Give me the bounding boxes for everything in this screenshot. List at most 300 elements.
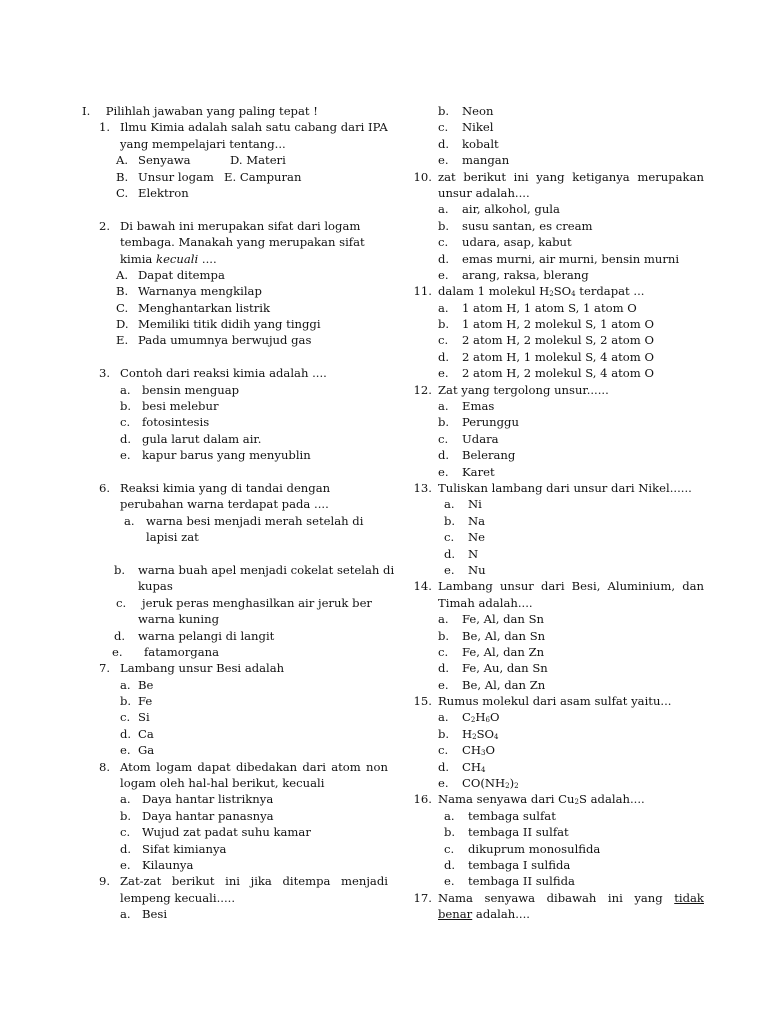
option-row bbox=[88, 693, 388, 709]
option-letter: d. bbox=[114, 628, 126, 643]
question-17 bbox=[412, 890, 704, 906]
option-letter: e. bbox=[444, 562, 455, 577]
option-letter: D. bbox=[116, 317, 129, 332]
word: dari bbox=[540, 579, 565, 594]
option-text: Senyawa bbox=[138, 153, 191, 168]
option-letter: c. bbox=[438, 235, 449, 250]
question-text: yang mempelajari tentang... bbox=[120, 136, 286, 151]
option-row bbox=[88, 595, 388, 611]
section-roman: I. bbox=[82, 104, 91, 118]
word: dibedakan bbox=[235, 759, 298, 774]
option-letter: E. bbox=[116, 333, 129, 348]
option-letter: A. bbox=[116, 153, 129, 168]
text-fragment: dalam 1 molekul H bbox=[438, 284, 550, 299]
question-text: Zat yang tergolong unsur...... bbox=[438, 382, 609, 397]
option-row bbox=[412, 529, 704, 545]
word: dibawah bbox=[546, 890, 597, 905]
option-text: Kilaunya bbox=[142, 857, 194, 872]
option-row bbox=[412, 414, 704, 430]
formula-part: ) bbox=[509, 776, 515, 791]
option-text: Unsur logam bbox=[138, 169, 214, 184]
option-row bbox=[412, 398, 704, 414]
formula-part: H bbox=[475, 710, 486, 725]
question-text: Di bawah ini merupakan sifat dari logam bbox=[120, 218, 361, 233]
question-text: Timah adalah.... bbox=[438, 595, 533, 610]
question-text bbox=[438, 890, 704, 906]
option-letter: C. bbox=[116, 185, 129, 200]
option-row bbox=[412, 103, 704, 119]
word: zat bbox=[438, 169, 456, 184]
subscript: 2 bbox=[549, 290, 554, 299]
option-row bbox=[88, 562, 395, 578]
option-text: bensin menguap bbox=[142, 382, 240, 397]
option-letter: e. bbox=[438, 464, 449, 479]
option-row bbox=[412, 464, 704, 480]
option-row bbox=[412, 660, 704, 676]
option-letter: d. bbox=[444, 546, 456, 561]
option-row bbox=[412, 824, 704, 840]
option-text: tembaga I sulfida bbox=[468, 857, 571, 872]
text-fragment: Nama senyawa dari Cu bbox=[438, 792, 575, 807]
option-text: Wujud zat padat suhu kamar bbox=[142, 825, 311, 840]
option-letter: c. bbox=[120, 710, 131, 725]
option-letter: d. bbox=[438, 661, 450, 676]
question-text: perubahan warna terdapat pada .... bbox=[120, 497, 329, 512]
option-row bbox=[88, 267, 388, 283]
question-number: 2. bbox=[98, 218, 110, 233]
option-letter: e. bbox=[438, 366, 449, 381]
option-text: Ca bbox=[138, 726, 154, 741]
option-text: Nu bbox=[468, 562, 486, 577]
option-text: warna besi menjadi merah setelah di bbox=[146, 513, 364, 528]
question-text: lempeng kecuali..... bbox=[120, 890, 236, 905]
question-text bbox=[438, 906, 530, 922]
option-text: Na bbox=[468, 513, 486, 528]
option-letter: C. bbox=[116, 300, 129, 315]
question-1 bbox=[88, 119, 388, 135]
question-number: 6. bbox=[98, 480, 110, 495]
option-text: Emas bbox=[462, 399, 495, 414]
word: Aluminium, bbox=[607, 579, 676, 594]
option-text: fatamorgana bbox=[144, 644, 220, 659]
question-number: 8. bbox=[98, 759, 110, 774]
option-row bbox=[412, 546, 704, 562]
subscript: 6 bbox=[485, 716, 490, 725]
option-text: 1 atom H, 1 atom S, 1 atom O bbox=[462, 300, 637, 315]
formula-part: O bbox=[485, 743, 495, 758]
text-fragment: S adalah.... bbox=[578, 792, 645, 807]
option-text: kupas bbox=[138, 579, 173, 594]
option-row bbox=[88, 726, 388, 742]
option-letter: e. bbox=[112, 644, 123, 659]
word: unsur bbox=[499, 579, 534, 594]
formula-part: CO(NH bbox=[462, 776, 506, 791]
option-letter: c. bbox=[120, 825, 131, 840]
option-row bbox=[412, 201, 704, 217]
option-letter: d. bbox=[438, 759, 450, 774]
option-text: udara, asap, kabut bbox=[462, 235, 572, 250]
formula-part: O bbox=[489, 710, 500, 725]
word: merupakan bbox=[637, 169, 704, 184]
option-text: Fe bbox=[138, 694, 153, 709]
word: Nama bbox=[438, 890, 473, 905]
option-letter: a. bbox=[120, 677, 131, 692]
option-text: gula larut dalam air. bbox=[142, 431, 262, 446]
option-row bbox=[88, 316, 388, 332]
question-text: tembaga. Manakah yang merupakan sifat bbox=[120, 235, 365, 250]
option-text: Fe, Al, dan Sn bbox=[462, 612, 544, 627]
option-text: Fe, Al, dan Zn bbox=[462, 644, 545, 659]
word: dari bbox=[302, 759, 326, 774]
option-row bbox=[412, 709, 704, 725]
option-text: Besi bbox=[142, 907, 168, 922]
word: ditempa bbox=[282, 874, 331, 889]
question-text: unsur adalah.... bbox=[438, 185, 530, 200]
formula-part: H bbox=[462, 726, 473, 741]
option-letter: a. bbox=[438, 399, 449, 414]
word: dan bbox=[682, 579, 704, 594]
option-row bbox=[412, 775, 704, 791]
option-letter: a. bbox=[438, 300, 449, 315]
word: jika bbox=[250, 874, 272, 889]
word: Lambang bbox=[438, 579, 493, 594]
question-text bbox=[120, 251, 217, 267]
option-text: Fe, Au, dan Sn bbox=[462, 661, 548, 676]
formula-part: C bbox=[462, 710, 471, 725]
option-row bbox=[88, 185, 388, 201]
option-row bbox=[412, 218, 704, 234]
option-letter: b. bbox=[120, 694, 132, 709]
question-3 bbox=[88, 365, 388, 381]
option-letter: c. bbox=[116, 595, 127, 610]
word: logam bbox=[156, 759, 193, 774]
question-number: 7. bbox=[98, 661, 110, 676]
question-text bbox=[120, 759, 388, 775]
question-text bbox=[120, 873, 388, 889]
option-letter: e. bbox=[120, 448, 131, 463]
option-letter: b. bbox=[438, 317, 450, 332]
option-text: air, alkohol, gula bbox=[462, 202, 560, 217]
option-text: emas murni, air murni, bensin murni bbox=[462, 251, 680, 266]
option-text: besi melebur bbox=[142, 399, 219, 414]
option-row bbox=[88, 709, 388, 725]
option-text: Ni bbox=[468, 497, 482, 512]
option-text: arang, raksa, blerang bbox=[462, 267, 589, 282]
option-text: Ne bbox=[468, 530, 486, 545]
question-number: 10. bbox=[413, 169, 432, 184]
option-text: N bbox=[468, 546, 479, 561]
option-text: Daya hantar panasnya bbox=[142, 808, 274, 823]
option-text: Neon bbox=[462, 104, 494, 118]
option-letter: a. bbox=[120, 907, 131, 922]
option-row bbox=[412, 136, 704, 152]
option-text: Memiliki titik didih yang tinggi bbox=[138, 317, 321, 332]
option-row bbox=[88, 677, 388, 693]
option-letter: d. bbox=[444, 857, 456, 872]
formula-part: CH bbox=[462, 759, 481, 774]
option-text: E. Campuran bbox=[224, 169, 302, 184]
option-row bbox=[412, 644, 704, 660]
word: Besi, bbox=[571, 579, 601, 594]
option-text: Karet bbox=[462, 464, 495, 479]
option-letter: d. bbox=[438, 251, 450, 266]
option-text: kobalt bbox=[462, 136, 499, 151]
word: ini bbox=[513, 169, 529, 184]
question-number: 12. bbox=[413, 382, 432, 397]
question-10 bbox=[412, 169, 704, 185]
text-fragment: adalah.... bbox=[472, 907, 530, 922]
option-text: susu santan, es cream bbox=[462, 218, 593, 233]
option-row bbox=[88, 644, 388, 660]
word: ini bbox=[607, 890, 623, 905]
word: menjadi bbox=[341, 874, 388, 889]
question-6 bbox=[88, 480, 388, 496]
text-fragment: .... bbox=[198, 251, 217, 266]
option-letter: c. bbox=[438, 120, 449, 135]
option-row bbox=[88, 169, 388, 185]
word: dapat bbox=[197, 759, 231, 774]
option-text: warna pelangi di langit bbox=[138, 628, 275, 643]
option-letter: e. bbox=[438, 776, 449, 791]
option-letter: a. bbox=[124, 513, 135, 528]
question-text: Lambang unsur Besi adalah bbox=[120, 661, 285, 676]
option-letter: a. bbox=[438, 202, 449, 217]
question-number: 13. bbox=[413, 480, 432, 495]
option-row bbox=[88, 152, 388, 168]
option-letter: e. bbox=[438, 677, 449, 692]
option-row bbox=[88, 742, 388, 758]
question-text: Contoh dari reaksi kimia adalah .... bbox=[120, 366, 327, 381]
option-row bbox=[412, 316, 704, 332]
option-letter: d. bbox=[438, 136, 450, 151]
option-text: 1 atom H, 2 molekul S, 1 atom O bbox=[462, 317, 654, 332]
option-text: Dapat ditempa bbox=[138, 267, 225, 282]
question-number: 14. bbox=[413, 579, 432, 594]
option-row bbox=[412, 496, 704, 512]
subscript: 3 bbox=[480, 749, 486, 758]
option-text: jeruk peras menghasilkan air jeruk ber bbox=[142, 595, 372, 610]
emphasis-text: kecuali bbox=[156, 251, 199, 266]
option-row bbox=[412, 300, 704, 316]
option-row bbox=[88, 300, 388, 316]
option-row bbox=[412, 611, 704, 627]
option-row bbox=[412, 513, 704, 529]
question-number: 15. bbox=[413, 694, 432, 709]
option-letter: d. bbox=[120, 431, 132, 446]
option-row bbox=[412, 873, 704, 889]
option-row bbox=[412, 332, 704, 348]
option-row bbox=[412, 677, 704, 693]
option-letter: c. bbox=[444, 530, 455, 545]
question-text: logam oleh hal-hal berikut, kecuali bbox=[120, 776, 325, 791]
option-row bbox=[412, 349, 704, 365]
option-row bbox=[412, 365, 704, 381]
text-fragment: terdapat ... bbox=[575, 284, 645, 299]
option-row bbox=[88, 398, 388, 414]
subscript: 2 bbox=[574, 798, 579, 807]
option-row bbox=[412, 119, 704, 135]
question-16 bbox=[412, 791, 704, 807]
question-number: 1. bbox=[98, 120, 110, 135]
option-text: Sifat kimianya bbox=[142, 841, 227, 856]
option-letter: c. bbox=[438, 431, 449, 446]
option-text: mangan bbox=[462, 153, 510, 168]
option-row bbox=[412, 742, 704, 758]
subscript: 4 bbox=[571, 290, 576, 299]
question-7 bbox=[88, 660, 388, 676]
word: Zat-zat bbox=[120, 874, 162, 889]
option-letter: b. bbox=[438, 415, 450, 430]
option-text: 2 atom H, 2 molekul S, 4 atom O bbox=[462, 366, 654, 381]
option-text: fotosintesis bbox=[142, 415, 210, 430]
word: yang bbox=[634, 890, 663, 905]
option-letter: b. bbox=[444, 825, 456, 840]
option-row bbox=[412, 431, 704, 447]
option-row bbox=[88, 332, 388, 348]
option-row bbox=[412, 234, 704, 250]
question-text: Reaksi kimia yang di tandai dengan bbox=[120, 480, 331, 495]
option-row bbox=[88, 857, 388, 873]
word: atom bbox=[331, 759, 361, 774]
question-11 bbox=[412, 283, 704, 299]
option-text: tembaga II sulfat bbox=[468, 825, 569, 840]
option-letter: c. bbox=[120, 415, 131, 430]
option-letter: b. bbox=[438, 218, 450, 233]
word: senyawa bbox=[484, 890, 536, 905]
option-letter: b. bbox=[120, 399, 132, 414]
option-row bbox=[412, 251, 704, 267]
option-text: Warnanya mengkilap bbox=[138, 284, 262, 299]
option-row bbox=[88, 808, 388, 824]
subscript: 4 bbox=[480, 765, 486, 774]
left-column bbox=[82, 103, 395, 923]
section-title: Pilihlah jawaban yang paling tepat ! bbox=[105, 104, 318, 118]
option-letter: a. bbox=[120, 792, 131, 807]
question-8 bbox=[88, 759, 388, 775]
text-fragment: kimia bbox=[120, 251, 157, 266]
option-letter: b. bbox=[120, 808, 132, 823]
option-letter: b. bbox=[114, 562, 126, 577]
option-text: warna kuning bbox=[138, 612, 219, 627]
option-text: Belerang bbox=[462, 448, 516, 463]
option-row bbox=[412, 628, 704, 644]
question-text bbox=[438, 169, 704, 185]
option-letter: B. bbox=[116, 169, 129, 184]
question-text: Ilmu Kimia adalah salah satu cabang dari IPA bbox=[120, 120, 388, 135]
option-row bbox=[88, 283, 388, 299]
option-text: Ga bbox=[138, 743, 155, 758]
subscript: 2 bbox=[514, 782, 519, 791]
option-row bbox=[88, 841, 388, 857]
option-text: warna buah apel menjadi cokelat setelah di bbox=[138, 562, 395, 577]
option-text: Pada umumnya berwujud gas bbox=[138, 333, 312, 348]
option-text: Udara bbox=[462, 431, 499, 446]
option-text: Perunggu bbox=[462, 415, 519, 430]
option-text: Si bbox=[138, 710, 150, 725]
option-letter: d. bbox=[120, 726, 132, 741]
option-row bbox=[88, 791, 388, 807]
option-letter: c. bbox=[444, 841, 455, 856]
question-13 bbox=[412, 480, 704, 496]
option-letter: e. bbox=[120, 857, 131, 872]
word: non bbox=[366, 759, 388, 774]
option-letter: a. bbox=[438, 710, 449, 725]
option-text: dikuprum monosulfida bbox=[468, 841, 601, 856]
question-text: Rumus molekul dari asam sulfat yaitu... bbox=[438, 694, 672, 709]
question-number: 3. bbox=[98, 366, 110, 381]
option-text: 2 atom H, 2 molekul S, 2 atom O bbox=[462, 333, 654, 348]
option-text: Be, Al, dan Sn bbox=[462, 628, 546, 643]
option-row bbox=[88, 414, 388, 430]
option-row bbox=[412, 841, 704, 857]
underlined-word: tidak bbox=[674, 890, 704, 905]
subscript: 2 bbox=[470, 716, 476, 725]
option-row bbox=[88, 513, 388, 529]
option-letter: d. bbox=[120, 841, 132, 856]
word: ini bbox=[225, 874, 240, 889]
question-2 bbox=[88, 218, 388, 234]
option-letter: b. bbox=[444, 513, 456, 528]
option-text: D. Materi bbox=[230, 153, 286, 168]
option-text: Nikel bbox=[462, 120, 494, 135]
option-letter: e. bbox=[444, 874, 455, 889]
option-text: kapur barus yang menyublin bbox=[142, 448, 311, 463]
text-fragment: SO bbox=[553, 284, 572, 299]
formula-part: CH bbox=[462, 743, 481, 758]
option-row bbox=[412, 857, 704, 873]
question-number: 9. bbox=[98, 874, 110, 889]
option-row bbox=[412, 562, 704, 578]
option-row bbox=[412, 267, 704, 283]
option-row bbox=[88, 824, 388, 840]
option-letter: c. bbox=[438, 644, 449, 659]
question-15 bbox=[412, 693, 704, 709]
subscript: 2 bbox=[505, 782, 510, 791]
option-text: Menghantarkan listrik bbox=[138, 300, 270, 315]
option-text: Be bbox=[138, 677, 154, 692]
word: berikut bbox=[463, 169, 507, 184]
option-row bbox=[412, 447, 704, 463]
option-letter: B. bbox=[116, 284, 129, 299]
option-row bbox=[412, 808, 704, 824]
underlined-word: benar bbox=[438, 907, 473, 922]
option-letter: d. bbox=[438, 448, 450, 463]
subscript: 4 bbox=[494, 732, 499, 741]
option-letter: b. bbox=[438, 628, 450, 643]
word: Atom bbox=[120, 759, 151, 774]
option-row bbox=[88, 431, 388, 447]
question-text bbox=[438, 578, 704, 594]
question-12 bbox=[412, 382, 704, 398]
option-letter: c. bbox=[438, 743, 449, 758]
question-9 bbox=[88, 873, 388, 889]
option-row bbox=[88, 628, 388, 644]
option-row bbox=[88, 906, 388, 922]
option-row bbox=[88, 447, 388, 463]
option-row bbox=[412, 152, 704, 168]
option-text: Elektron bbox=[138, 185, 189, 200]
option-letter: b. bbox=[438, 104, 450, 118]
option-letter: b. bbox=[438, 726, 450, 741]
option-text: Be, Al, dan Zn bbox=[462, 677, 546, 692]
formula-part: SO bbox=[476, 726, 495, 741]
option-text: tembaga II sulfida bbox=[468, 874, 575, 889]
option-letter: d. bbox=[438, 349, 450, 364]
question-text: Tuliskan lambang dari unsur dari Nikel...... bbox=[438, 480, 692, 495]
option-letter: a. bbox=[438, 612, 449, 627]
question-14 bbox=[412, 578, 704, 594]
option-letter: e. bbox=[120, 743, 131, 758]
